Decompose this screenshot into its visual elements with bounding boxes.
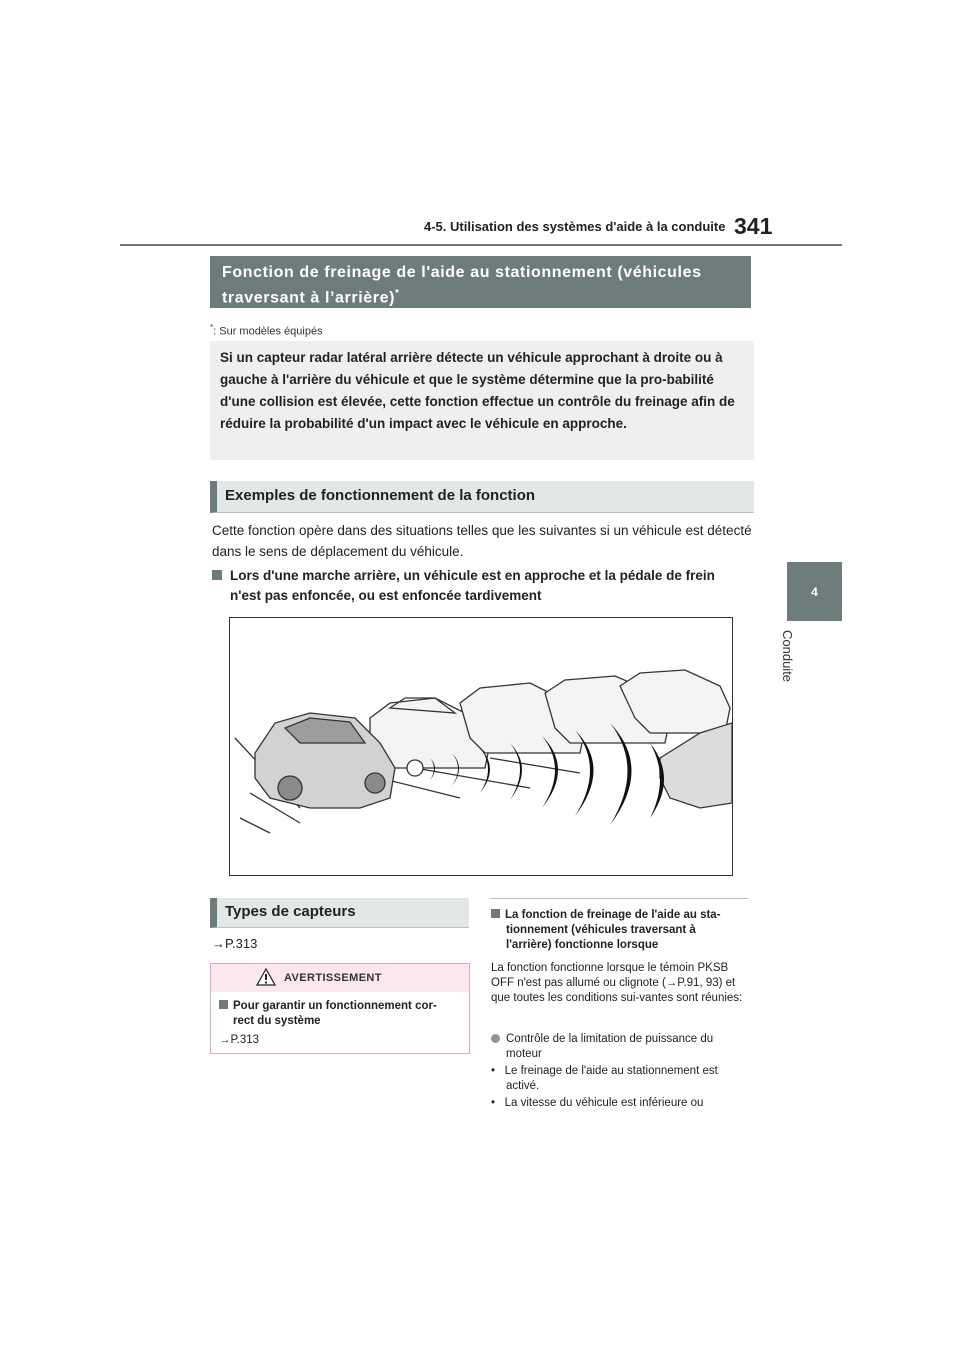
square-bullet-icon: [219, 1000, 228, 1009]
warning-reference-link[interactable]: →P.313: [219, 1034, 260, 1046]
warning-item: Pour garantir un fonctionnement cor- rect du système: [219, 999, 467, 1029]
footnote: [210, 323, 323, 338]
circle-bullet-icon: [491, 1034, 500, 1043]
parking-illustration: [229, 617, 733, 876]
examples-text: Cette fonction opère dans des situations telles que les suivantes si un véhicule est détecté dans le sens de déplacement du véhicule.: [212, 523, 752, 559]
chapter-label-text: Conduite: [780, 630, 795, 683]
section-title: 4-5. Utilisation des systèmes d'aide à la conduite: [424, 219, 726, 234]
right-column-heading: La fonction de freinage de l'aide au sta- tionnement (véhicules traversant à l'arrière) fonctionne lorsque: [491, 908, 751, 953]
chapter-label: [775, 630, 815, 690]
warning-header: [211, 964, 469, 992]
main-heading-line2: traversant à l’arrière)*: [222, 288, 400, 307]
examples-heading: Exemples de fonctionnement de la fonction: [210, 481, 754, 513]
page-number: 341: [734, 213, 773, 239]
main-heading-mark: *: [395, 288, 400, 299]
sensor-types-reference-link[interactable]: →P.313: [212, 936, 258, 951]
condition-subitem: • Le freinage de l'aide au stationnement est activé.: [491, 1065, 718, 1092]
bullet-icon: •: [491, 1097, 496, 1109]
warning-label: AVERTISSEMENT: [284, 972, 382, 984]
warning-triangle-icon: [256, 968, 276, 986]
bullet-icon: •: [491, 1065, 496, 1077]
chapter-tab[interactable]: 4: [787, 562, 842, 621]
sensor-types-heading: Types de capteurs: [210, 898, 469, 928]
right-column-text: La fonction fonctionne lorsque le témoin PKSB OFF n'est pas allumé ou clignote (→P.91, 93) et que toutes les conditions sui-vantes sont réunies:: [491, 962, 743, 1004]
condition-item: Contrôle de la limitation de puissance du moteur: [491, 1032, 753, 1062]
parking-scene-image: [230, 618, 732, 875]
square-bullet-icon: [212, 570, 222, 580]
examples-subheading: Lors d'une marche arrière, un véhicule est en approche et la pédale de frein n'est pas enfoncée, ou est enfoncée tardivement: [212, 566, 757, 606]
main-heading: [210, 256, 751, 308]
footnote-text: : Sur modèles équipés: [213, 325, 323, 338]
footnote-mark: *: [210, 323, 214, 332]
condition-subitem: • La vitesse du véhicule est inférieure ou: [491, 1097, 704, 1109]
square-bullet-icon: [491, 909, 500, 918]
warning-box: [210, 963, 470, 1054]
intro-box: Si un capteur radar latéral arrière détecte un véhicule approchant à droite ou à gauche à l'arrière du véhicule et que le système détermine que la pro-babilité d'une collision est élevée, cette fonction effectue un contrôle du freinage afin de réduire la probabilité d'un impact avec le véhicule en approche.: [210, 341, 754, 460]
right-column-divider: [490, 898, 748, 899]
main-heading-line1: Fonction de freinage de l'aide au stationnement (véhicules: [222, 264, 702, 281]
header-divider: [120, 244, 842, 246]
